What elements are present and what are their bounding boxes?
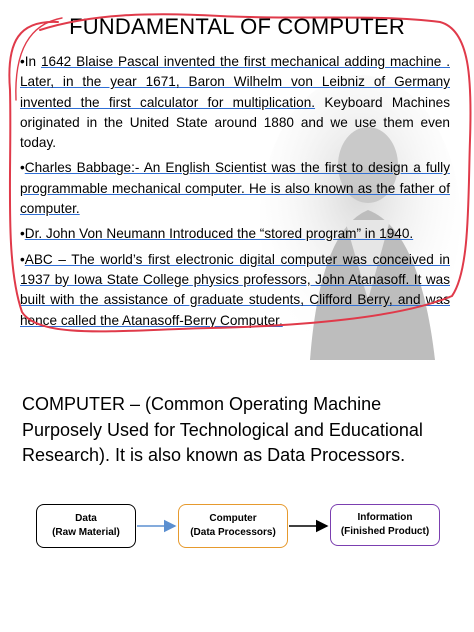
bullet-text-underlined: ABC – The world’s first electronic digital computer was conceived in 1937 by Iowa State College physics professors, John Atanasoff. It was built with the assistance of graduate students, Clifford Berry, and was hence called the Atanasoff-Berry Computer. [20, 251, 450, 328]
computer-box [178, 504, 288, 548]
bullet-text: • [20, 160, 25, 176]
computer-acronym-definition: COMPUTER – (Common Operating Machine Purposely Used for Technological and Educational Research). It is also known as Data Processors. [22, 394, 423, 466]
bullet-von-neumann [20, 224, 450, 244]
information-box [330, 504, 440, 546]
bullet-text: Keyboard Machines originated in the United State around 1880 and we use them even today. [20, 94, 450, 151]
bullet-babbage [20, 158, 450, 219]
data-box-title: Data [75, 513, 97, 524]
bullet-text-underlined: Dr. John Von Neumann Introduced the “stored program” in 1940. [24, 226, 414, 242]
bullet-text-underlined: Charles Babbage:- An English Scientist was the first to design a fully programmable mechanical computer. He is also known as the father of computer. [20, 160, 450, 217]
bullet-pascal [20, 52, 450, 153]
bullet-text: •In [20, 54, 41, 69]
bullet-text: • [20, 251, 25, 267]
bullet-text-underlined: 1642 Blaise Pascal invented the first mechanical adding machine . Later, in the year 1671, Baron Wilhelm von Leibniz of Germany invented the first calculator for multiplication. [20, 54, 450, 110]
bullet-text: • [20, 226, 25, 242]
page-title: FUNDAMENTAL OF COMPUTER [69, 14, 405, 39]
data-box [36, 504, 136, 548]
bullet-abc [20, 250, 450, 331]
history-bullets [20, 52, 450, 336]
information-box-subtitle: (Finished Product) [340, 526, 430, 537]
data-box-subtitle: (Raw Material) [52, 527, 120, 538]
computer-box-title: Computer [209, 513, 257, 524]
computer-box-subtitle: (Data Processors) [190, 527, 276, 538]
information-box-title: Information [357, 512, 413, 523]
